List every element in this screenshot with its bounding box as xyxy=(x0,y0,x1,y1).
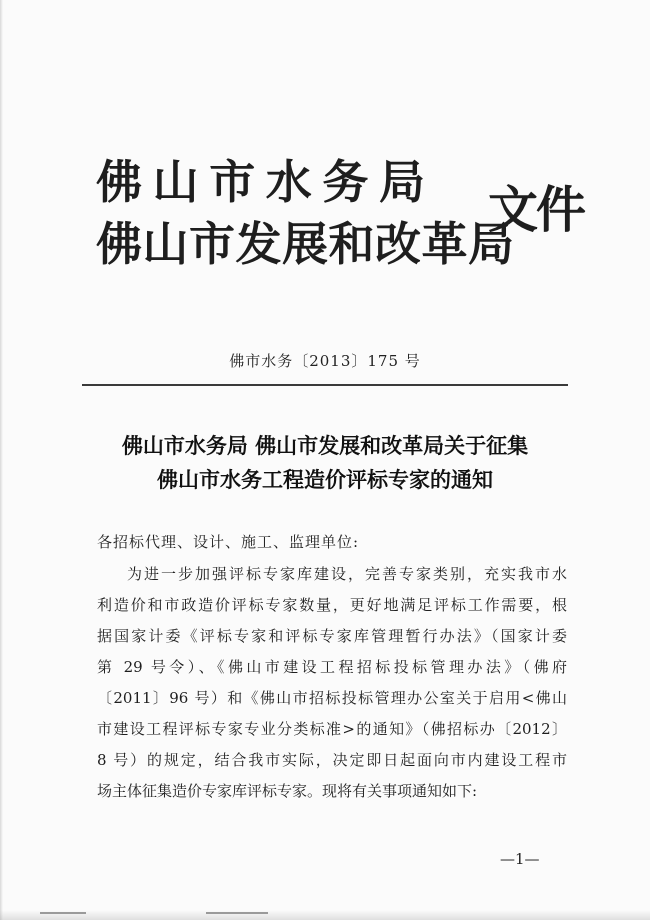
scan-artifact-mark xyxy=(40,912,86,914)
document-type-label: 文件 xyxy=(488,181,584,239)
body-line: 市建设工程评标专家专业分类标准>的通知》（佛招标办〔2012〕 xyxy=(97,720,567,738)
document-header xyxy=(96,152,584,292)
header-divider-rule xyxy=(82,384,568,386)
body-line: 利造价和市政造价评标专家数量，更好地满足评标工作需要，根 xyxy=(97,596,567,614)
page-number: —1— xyxy=(500,850,540,868)
salutation: 各招标代理、设计、施工、监理单位: xyxy=(97,533,360,551)
issuer-line-water-bureau: 佛山市水务局 xyxy=(96,155,436,209)
body-line: 为进一步加强评标专家库建设，完善专家类别，充实我市水 xyxy=(127,565,567,583)
body-line: 场主体征集造价专家库评标专家。现将有关事项通知如下: xyxy=(97,782,478,800)
body-line: 〔2011〕96 号）和《佛山市招标投标管理办公室关于启用<佛山 xyxy=(97,689,567,707)
body-line: 据国家计委《评标专家和评标专家库管理暂行办法》（国家计委 xyxy=(97,627,567,645)
notice-title-line-1: 佛山市水务局 佛山市发展和改革局关于征集 xyxy=(121,434,529,458)
issuer-line-development-bureau: 佛山市发展和改革局 xyxy=(96,217,515,271)
document-number: 佛市水务〔2013〕175 号 xyxy=(229,352,421,370)
body-paragraph xyxy=(97,559,567,807)
body-line: 8 号）的规定，结合我市实际，决定即日起面向市内建设工程市 xyxy=(97,751,567,769)
body-line: 第 29 号令）、《佛山市建设工程招标投标管理办法》（佛府 xyxy=(97,658,567,676)
scan-artifact-mark xyxy=(206,912,268,914)
notice-title-line-2: 佛山市水务工程造价评标专家的通知 xyxy=(157,468,493,492)
scan-bottom-shadow xyxy=(0,910,650,920)
